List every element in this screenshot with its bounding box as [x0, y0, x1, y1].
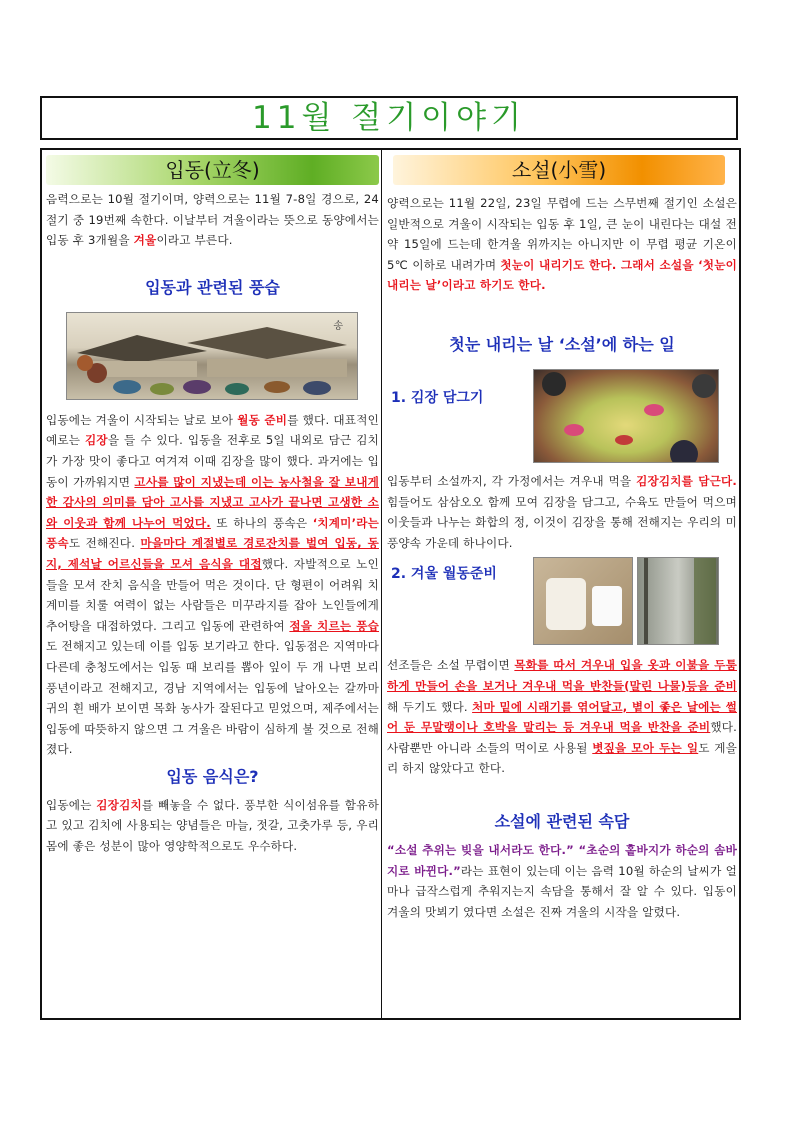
text-run: 라는 표현이 있는데 이는 음력 10월 하순의 날씨가 얼마나 급작스럽게 추워지는지 속담을 통해서 잘 알 수 있다. 입동이 겨울의 맛뵈기 였다면 소설은 진짜 겨울의 시작을 알렸다. — [387, 863, 737, 919]
winter-clothes-photo — [533, 557, 633, 645]
text-run: 볏짚을 모아 두는 일 — [592, 740, 699, 755]
text-run: 이라고 부른다. — [156, 233, 233, 248]
text-run: 입동에는 — [46, 797, 97, 812]
proverb-title: 소설에 관련된 속담 — [494, 811, 630, 831]
text-run: ‘치계미’라는 풍속 — [46, 515, 379, 551]
task1-title: 1. 김장 담그기 — [391, 389, 484, 406]
content-frame — [40, 148, 741, 1020]
customs-body — [46, 410, 379, 760]
text-run: 입동부터 소설까지, 각 가정에서는 겨우내 먹을 — [387, 473, 637, 488]
text-run: 를 했다. 대표적인 예로는 — [46, 412, 379, 448]
text-run: 또 하나의 풍속은 — [210, 515, 313, 530]
task1-body — [387, 471, 737, 553]
text-run: 김장 — [85, 433, 108, 448]
column-divider — [381, 150, 382, 1018]
text-run: 해 두기도 했다. — [387, 699, 473, 714]
clothes-illustration — [534, 558, 633, 645]
task2-title: 2. 겨울 월동준비 — [391, 566, 497, 583]
task1-row — [387, 369, 737, 463]
proverb-body — [387, 840, 737, 922]
customs-title: 입동과 관련된 풍습 — [145, 277, 280, 297]
text-run: 을 들 수 있다. 입동을 전후로 5일 내외로 담근 김치가 가장 맛이 좋다고 여겨져 이때 김장을 많이 했다. 과거에는 입동이 가까워지면 — [46, 433, 379, 489]
food-title: 입동 음식은? — [166, 766, 259, 786]
soseol-intro — [387, 193, 737, 296]
siraegi-illustration — [638, 558, 719, 645]
page-title: 11월 절기이야기 — [252, 100, 526, 136]
page-title-box — [40, 96, 738, 140]
ipdong-intro — [46, 189, 379, 251]
text-run: 입동에는 겨울이 시작되는 날로 보아 — [46, 412, 238, 427]
text-run: 도 게을리 하지 않았다고 한다. — [387, 740, 737, 776]
text-run: 선조들은 소설 무렵이면 — [387, 658, 515, 673]
text-run: 했다. 사람뿐만 아니라 소들의 먹이로 사용될 — [387, 720, 737, 755]
text-run: 점을 치르는 풍습 — [289, 618, 379, 633]
text-run: 첫눈이 내리기도 한다. 그래서 소설을 ‘첫눈이 내리는 날’이라고 하기도 한다. — [387, 257, 737, 293]
right-column — [387, 150, 737, 922]
text-run: 처마 밑에 시래기를 엮어달고, 볕이 좋은 날에는 썰어 둔 무말랭이나 호박을 말리는 등 겨우내 먹을 반찬을 준비 — [387, 699, 737, 735]
text-run: 겨울 — [133, 233, 157, 248]
tasks-title: 첫눈 내리는 날 ‘소설’에 하는 일 — [449, 334, 675, 354]
kimjang-photo — [533, 369, 719, 463]
siraegi-photo — [637, 557, 719, 645]
text-run: 마을마다 계절별로 경로잔치를 벌여 입동, 동지, 제석날 어르신들을 모셔 음식을 대접 — [46, 536, 379, 571]
text-run: 했다. 자발적으로 노인들을 모셔 잔치 음식을 만들어 먹은 것이다. 단 형편이 어려워 치계미를 치룰 여력이 없는 사람들은 미꾸라지를 잡아 노인들에게 추어탕을 대접하였다. 그리고 입동에 관련하여 — [46, 556, 379, 633]
text-run: “소설 추위는 빚을 내서라도 한다.” “초순의 홑바지가 하순의 솜바지로 바뀐다.” — [387, 842, 737, 878]
text-run: 양력으로는 11월 22일, 23일 무렵에 드는 스무번째 절기인 소설은 일반적으로 겨울이 시작되는 입동 후 1일, 큰 눈이 내린다는 대설 전 약 15일에 드는데 한겨울 위까지는 아니지만 이 무렵 평균 기온이 5℃ 이하로 내려가며 — [387, 196, 737, 272]
ipdong-heading: 입동(立冬) — [46, 155, 379, 185]
kimjang-illustration — [534, 370, 719, 463]
text-run: 김장김치 — [96, 797, 142, 812]
text-run: 를 빼놓을 수 없다. 풍부한 식이섬유를 함유하고 있고 김치에 사용되는 양념들은 마늘, 젓갈, 고춧가루 등, 우리 몸에 좋은 성분이 많아 영양학적으로도 우수하다. — [46, 797, 380, 854]
text-run: 음력으로는 10월 절기이며, 양력으로는 11월 7-8일 경으로, 24절기 중 19번째 속한다. 이날부터 겨울이라는 뜻으로 동양에서는 입동 후 3개월을 — [46, 192, 379, 248]
text-run: 도 전해진다. — [68, 536, 141, 551]
text-run: 도 전해지고 있는데 이를 입동 보기라고 한다. 입동점은 지역마다 다른데 충청도에서는 입동 때 보리를 뽑아 잎이 두 개 나면 보리 풍년이라고 전해지고, 경남 지역에서는 입동에 날아오는 갈까마귀의 흰 배가 보이면 목화 농사가 잘된다고 믿었으며, 제주에서는 입동에 따뜻하지 않으면 그 겨울은 바람이 심하게 불 것으로 전해졌다. — [46, 639, 379, 757]
text-run: 고사를 많이 지냈는데 이는 농사철을 잘 보내게 한 감사의 의미를 담아 고사를 지냈고 고사가 끝나면 고생한 소와 이웃과 함께 나누어 먹었다. — [46, 474, 379, 530]
folk-painting-image — [66, 312, 358, 400]
food-body — [46, 795, 379, 857]
left-column — [46, 150, 379, 857]
soseol-heading: 소설(小雪) — [393, 155, 725, 185]
text-run: 월동 준비 — [237, 412, 288, 427]
text-run: 힘들어도 삼삼오오 함께 모여 김장을 담그고, 수육도 만들어 먹으며 이웃들과 나누는 화합의 정, 이것이 김장을 통해 전해지는 우리의 미풍양속 가운데 하나이다. — [387, 494, 737, 550]
task2-body — [387, 655, 737, 779]
painting-seal: 송 — [333, 320, 343, 332]
painting-illustration — [67, 313, 358, 400]
task2-row — [387, 557, 737, 645]
text-run: 김장김치를 담근다. — [636, 473, 737, 488]
text-run: 목화를 따서 겨우내 입을 옷과 이불을 두툼하게 만들어 손을 보거나 겨우내 먹을 반찬들(말린 나물)등을 준비 — [387, 658, 738, 693]
